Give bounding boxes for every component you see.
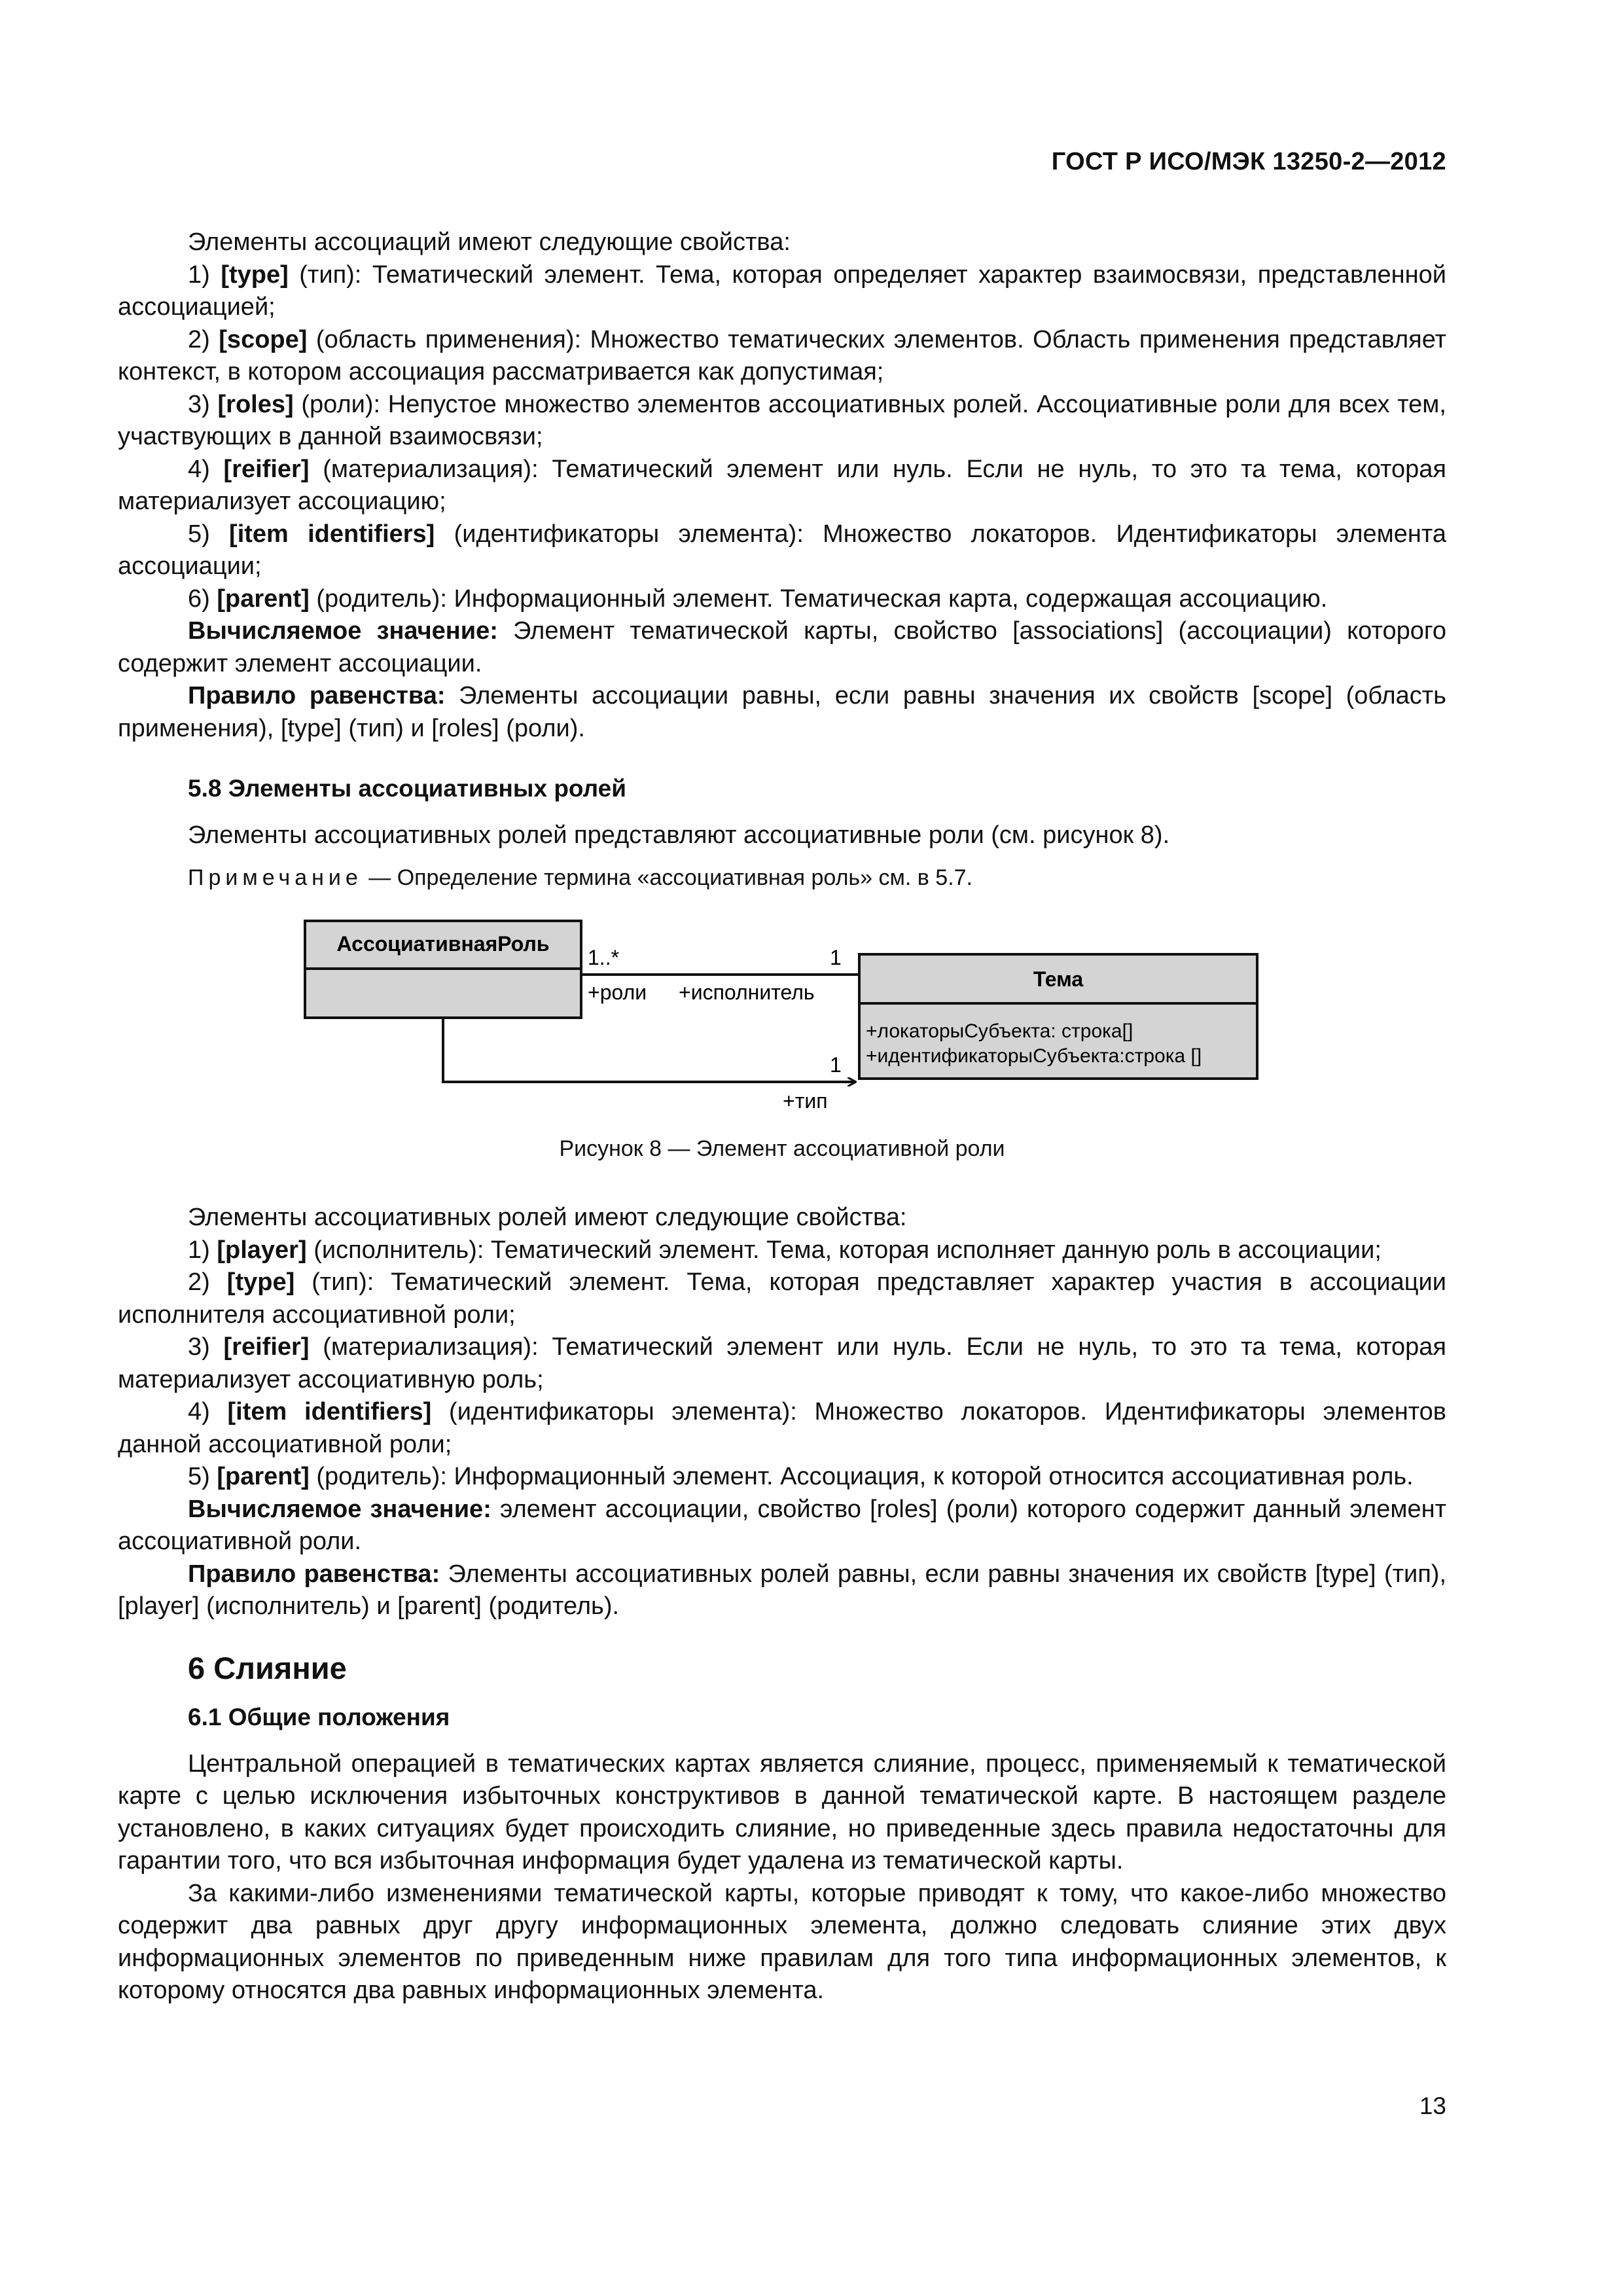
class-role-name: АссоциативнаяРоль	[336, 931, 550, 956]
page-number: 13	[1419, 2092, 1446, 2119]
role-label-player: +исполнитель	[679, 980, 815, 1004]
topic-attribute: +идентификаторыСубъекта:строка []	[866, 1045, 1202, 1067]
multiplicity-roles: 1..*	[588, 945, 620, 969]
figure-caption: Рисунок 8 — Элемент ассоциативной роли	[559, 1136, 1005, 1161]
list-item: 5) [parent] (родитель): Информационный элемент. Ассоциация, к которой относится ассоциативная роль.	[188, 1463, 1414, 1490]
list-item: 4) [item identifiers] (идентификаторы элемента): Множество локаторов. Идентификаторы элементов данной ассоциативной роли;	[118, 1398, 1446, 1458]
class-topic-name: Тема	[1033, 967, 1084, 991]
section-6-1-paragraph: Центральной операцией в тематических картах является слияние, процесс, применяемый к тематической карте с целью исключения избыточных конструктивов в данной тематической карте. В настоящем разделе установлено, в каких ситуациях будет происходить слияние, но приведенные здесь правила недостаточны для гарантии того, что вся избыточная информация будет удалена из тематической карты.	[118, 1749, 1446, 1874]
assoc-intro: Элементы ассоциаций имеют следующие свойства:	[188, 228, 791, 256]
list-item: 1) [type] (тип): Тематический элемент. Тема, которая определяет характер взаимосвязи, представленной ассоциацией;	[118, 260, 1446, 321]
list-item: 6) [parent] (родитель): Информационный элемент. Тематическая карта, содержащая ассоциацию.	[188, 584, 1328, 613]
note-label: Примечание	[188, 865, 363, 890]
type-association-arrow	[443, 1018, 856, 1082]
section-5-8-heading: 5.8 Элементы ассоциативных ролей	[188, 775, 626, 802]
note	[118, 862, 1446, 895]
role-label-roles: +роли	[588, 980, 647, 1004]
list-item: 3) [reifier] (материализация): Тематический элемент или нуль. Если не нуль, то это та тема, которая материализует ассоциативную роль;	[118, 1333, 1446, 1393]
role-equality-rule: Правило равенства: Элементы ассоциативных ролей равны, если равны значения их свойств [type] (тип), [player] (исполнитель) и [parent] (родитель).	[118, 1560, 1446, 1620]
list-item: 4) [reifier] (материализация): Тематический элемент или нуль. Если не нуль, то это та тема, которая материализует ассоциацию;	[118, 455, 1446, 515]
document-header: ГОСТ Р ИСО/МЭК 13250-2—2012	[1051, 148, 1446, 175]
assoc-properties-list	[118, 259, 1446, 616]
class-topic	[859, 954, 1257, 1079]
section-5-8-paragraph: Элементы ассоциативных ролей представляют ассоциативные роли (см. рисунок 8).	[188, 821, 1170, 849]
list-item: 2) [scope] (область применения): Множество тематических элементов. Область применения представляет контекст, в котором ассоциация рассматривается как допустимая;	[118, 325, 1446, 386]
assoc-computed-value: Вычисляемое значение: Элемент тематической карты, свойство [associations] (ассоциации) которого содержит элемент ассоциации.	[118, 617, 1447, 677]
assoc-equality-rule: Правило равенства: Элементы ассоциации равны, если равны значения их свойств [scope] (область применения), [type] (тип) и [roles] (роли).	[118, 682, 1446, 742]
page-content	[118, 226, 1446, 2007]
class-association-role	[305, 921, 581, 1018]
list-item: 5) [item identifiers] (идентификаторы элемента): Множество локаторов. Идентификаторы элемента ассоциации;	[118, 520, 1446, 580]
list-item: 1) [player] (исполнитель): Тематический элемент. Тема, которая исполняет данную роль в ассоциации;	[188, 1236, 1382, 1264]
list-item: 3) [roles] (роли): Непустое множество элементов ассоциативных ролей. Ассоциативные роли для всех тем, участвующих в данной взаимосвязи;	[118, 390, 1446, 450]
note-text: — Определение термина «ассоциативная роль» см. в 5.7.	[362, 865, 972, 890]
section-6-1-heading: 6.1 Общие положения	[188, 1704, 450, 1731]
section-6-1-paragraph: За какими-либо изменениями тематической карты, которые приводят к тому, что какое-либо множество содержит два равных друг другу информационных элемента, должно следовать слияние этих двух информационных элементов по приведенным ниже правилам для того типа информационных элементов, к которому относятся два равных информационных элемента.	[118, 1879, 1446, 2004]
uml-diagram	[118, 913, 1446, 1129]
list-item: 2) [type] (тип): Тематический элемент. Тема, которая представляет характер участия в ассоциации исполнителя ассоциативной роли;	[118, 1268, 1446, 1329]
topic-attribute: +локаторыСубъекта: строка[]	[866, 1020, 1133, 1042]
multiplicity-player: 1	[830, 945, 842, 969]
role-computed-value: Вычисляемое значение: элемент ассоциации, свойство [roles] (роли) которого содержит данный элемент ассоциативной роли.	[118, 1495, 1446, 1555]
role-intro: Элементы ассоциативных ролей имеют следующие свойства:	[188, 1204, 907, 1231]
role-label-type: +тип	[783, 1088, 828, 1113]
role-properties-list	[118, 1234, 1446, 1494]
figure-8	[118, 913, 1446, 1129]
multiplicity-type: 1	[830, 1052, 842, 1077]
section-6-heading: 6 Слияние	[188, 1650, 347, 1685]
